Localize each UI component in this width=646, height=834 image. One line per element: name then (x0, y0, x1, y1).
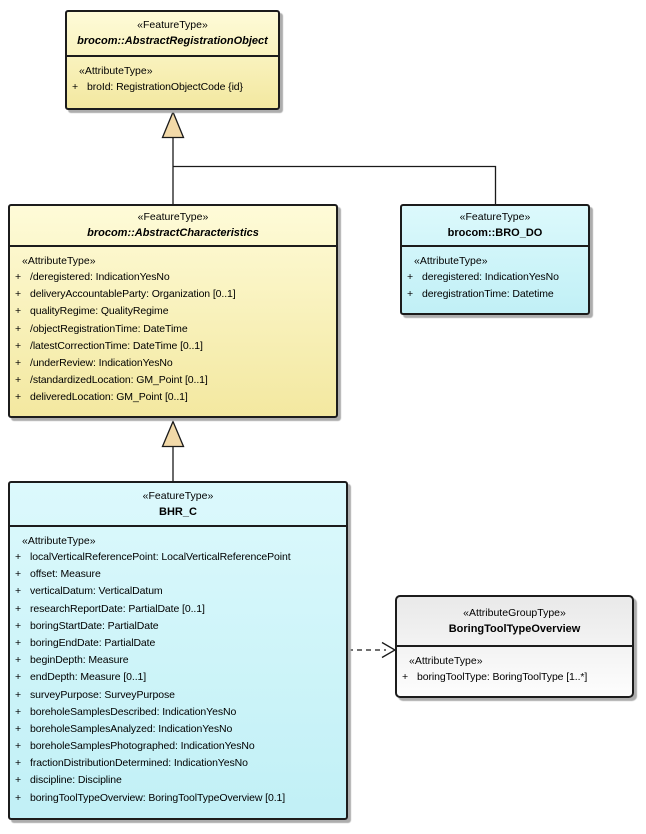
class-header (397, 597, 632, 647)
attribute-text: broId: RegistrationObjectCode {id} (87, 81, 243, 93)
attribute-row (10, 689, 346, 706)
attribute-text: /underReview: IndicationYesNo (30, 356, 173, 369)
attribute-row (10, 391, 336, 408)
attribute-text: deliveryAccountableParty: Organization [0..1] (30, 288, 236, 301)
class-name: brocom::BRO_DO (447, 227, 543, 239)
attribute-compartment (397, 647, 632, 688)
visibility-marker: + (15, 654, 22, 667)
attribute-row (10, 568, 346, 585)
attribute-text: surveyPurpose: SurveyPurpose (30, 688, 175, 701)
visibility-marker: + (15, 356, 22, 369)
visibility-marker: + (15, 740, 22, 753)
attribute-text: endDepth: Measure [0..1] (30, 671, 147, 684)
attribute-compartment (10, 527, 346, 809)
visibility-marker: + (402, 671, 409, 683)
class-bhr-c[interactable] (8, 481, 348, 820)
attribute-text: deliveredLocation: GM_Point [0..1] (30, 391, 188, 404)
visibility-marker: + (15, 391, 22, 404)
visibility-marker: + (15, 705, 22, 718)
visibility-marker: + (15, 288, 22, 301)
attribute-row (10, 774, 346, 791)
attribute-text: discipline: Discipline (30, 774, 122, 787)
attribute-row (10, 340, 336, 357)
attribute-section-label: «AttributeType» (409, 655, 483, 667)
generalization-triangle-icon (163, 422, 184, 447)
stereotype-label: «FeatureType» (459, 211, 531, 223)
attribute-text: /latestCorrectionTime: DateTime [0..1] (30, 339, 203, 352)
generalization-triangle-icon (163, 112, 184, 138)
attribute-text: /deregistered: IndicationYesNo (30, 271, 170, 283)
class-name: brocom::AbstractRegistrationObject (77, 35, 268, 47)
class-header (10, 206, 336, 247)
class-abstract-characteristics[interactable] (8, 204, 338, 418)
attribute-row (10, 271, 336, 288)
attribute-row (10, 723, 346, 740)
attribute-text: localVerticalReferencePoint: LocalVerticalReferencePoint (30, 551, 291, 563)
attribute-text: fractionDistributionDetermined: IndicationYesNo (30, 757, 248, 770)
visibility-marker: + (15, 585, 22, 598)
class-name: brocom::AbstractCharacteristics (87, 227, 259, 239)
attribute-text: boringToolType: BoringToolType [1..*] (417, 671, 588, 683)
attribute-text: boreholeSamplesAnalyzed: IndicationYesNo (30, 722, 233, 735)
attribute-row (402, 288, 588, 305)
attribute-row (10, 792, 346, 809)
attribute-text: /standardizedLocation: GM_Point [0..1] (30, 374, 208, 387)
attribute-text: boringStartDate: PartialDate (30, 619, 159, 632)
visibility-marker: + (15, 688, 22, 701)
class-header (10, 483, 346, 527)
generalization-line-bro-do (173, 167, 496, 205)
class-name: BHR_C (159, 505, 197, 518)
attribute-row (10, 551, 346, 568)
attribute-row (10, 305, 336, 322)
attribute-section-label: «AttributeType» (414, 255, 488, 267)
attribute-row (10, 671, 346, 688)
class-header (402, 206, 588, 247)
attribute-text: beginDepth: Measure (30, 654, 129, 667)
attribute-text: deregistered: IndicationYesNo (422, 271, 559, 283)
attribute-text: qualityRegime: QualityRegime (30, 305, 169, 318)
visibility-marker: + (407, 288, 414, 301)
visibility-marker: + (407, 271, 414, 283)
class-boring-tool-type-overview[interactable] (395, 595, 634, 698)
visibility-marker: + (15, 671, 22, 684)
attribute-row (10, 323, 336, 340)
visibility-marker: + (15, 722, 22, 735)
attribute-row (10, 740, 346, 757)
class-name: BoringToolTypeOverview (448, 622, 581, 635)
attribute-row (10, 654, 346, 671)
class-header (67, 12, 278, 57)
attribute-compartment (10, 247, 336, 409)
visibility-marker: + (15, 636, 22, 649)
stereotype-label: «AttributeGroupType» (463, 606, 566, 619)
visibility-marker: + (15, 374, 22, 387)
attribute-text: boringEndDate: PartialDate (30, 636, 156, 649)
attribute-row (10, 706, 346, 723)
stereotype-label: «FeatureType» (137, 19, 208, 31)
visibility-marker: + (15, 322, 22, 335)
attribute-row (10, 757, 346, 774)
attribute-row (67, 81, 278, 98)
dependency-open-arrow-icon (382, 643, 395, 658)
stereotype-label: «FeatureType» (137, 211, 209, 223)
attribute-row (10, 637, 346, 654)
attribute-text: offset: Measure (30, 568, 101, 581)
attribute-compartment (402, 247, 588, 305)
attribute-text: deregistrationTime: Datetime (422, 288, 554, 301)
visibility-marker: + (72, 81, 79, 93)
attribute-row (397, 671, 632, 688)
attribute-row (10, 288, 336, 305)
attribute-row (10, 585, 346, 602)
visibility-marker: + (15, 774, 22, 787)
attribute-text: verticalDatum: VerticalDatum (30, 585, 163, 598)
visibility-marker: + (15, 619, 22, 632)
attribute-row (10, 357, 336, 374)
class-bro-do[interactable] (400, 204, 590, 315)
attribute-text: boreholeSamplesDescribed: IndicationYesNo (30, 705, 237, 718)
visibility-marker: + (15, 791, 22, 804)
stereotype-label: «FeatureType» (142, 489, 214, 502)
visibility-marker: + (15, 757, 22, 770)
attribute-section-label: «AttributeType» (22, 535, 96, 547)
attribute-row (402, 271, 588, 288)
visibility-marker: + (15, 271, 22, 283)
attribute-section-label: «AttributeType» (79, 65, 153, 77)
class-abstract-registration-object[interactable] (65, 10, 280, 110)
attribute-compartment (67, 57, 278, 98)
visibility-marker: + (15, 305, 22, 318)
attribute-text: boringToolTypeOverview: BoringToolTypeOverview [0.1] (30, 791, 286, 804)
attribute-row (10, 603, 346, 620)
attribute-text: /objectRegistrationTime: DateTime (30, 322, 188, 335)
visibility-marker: + (15, 602, 22, 615)
visibility-marker: + (15, 568, 22, 581)
visibility-marker: + (15, 339, 22, 352)
attribute-row (10, 620, 346, 637)
attribute-text: researchReportDate: PartialDate [0..1] (30, 602, 205, 615)
attribute-text: boreholeSamplesPhotographed: IndicationYesNo (30, 740, 255, 753)
attribute-row (10, 374, 336, 391)
visibility-marker: + (15, 551, 22, 563)
attribute-section-label: «AttributeType» (22, 255, 96, 267)
